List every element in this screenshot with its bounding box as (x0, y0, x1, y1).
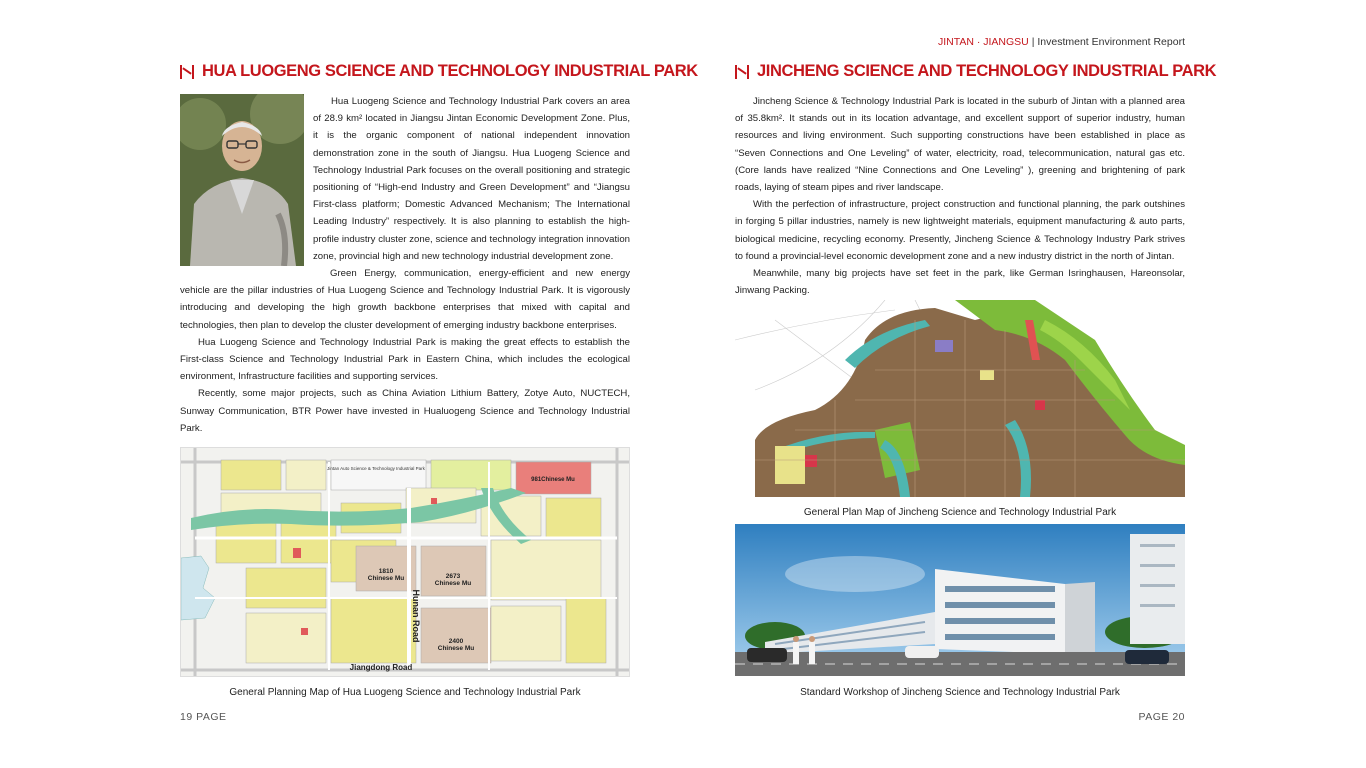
left-title-text: HUA LUOGENG SCIENCE AND TECHNOLOGY INDUSTRIAL PARK (202, 62, 698, 80)
left-intro-paragraph: Hua Luogeng Science and Technology Industrial Park covers an area of 28.9 km² located in Jiangsu Jintan Economic Development Zone. Plus, it is the organic component of national independent innovation demonstration zone in the south of Jiangsu. Hua Luogeng Science and Technology Industrial Park focuses on the overall positioning and strategic positioning of “High-end Industry and Green Development” and “Jiangsu First-class platform; Domestic Advanced Mechanism; The International Leading Industry” respectively. It is also planning to establish the high-profile industry cluster zone, science and technology integration innovation zone, provincial high and new technology industrial development zone. (313, 96, 630, 262)
left-body-text (180, 265, 630, 437)
map-label-park-name: Jintan Auto Science & Technology Industrial Park (327, 466, 425, 471)
section-marker-icon (735, 65, 749, 79)
portrait-photo (180, 94, 304, 266)
header-separator: | (1031, 36, 1035, 48)
right-section-title (735, 62, 1216, 81)
left-paragraph-4: Recently, some major projects, such as China Aviation Lithium Battery, Zotye Auto, NUCTECH, Sunway Communication, BTR Power have invested in Hualuogeng Science and Technology Industrial Park. (180, 388, 630, 434)
left-map-caption: General Planning Map of Hua Luogeng Science and Technology Industrial Park (229, 687, 581, 698)
right-photo-caption: Standard Workshop of Jincheng Science and Technology Industrial Park (800, 687, 1120, 698)
right-page-number: PAGE 20 (1138, 711, 1185, 723)
left-page-number: 19 PAGE (180, 711, 227, 723)
right-paragraph-1: Jincheng Science & Technology Industrial Park is located in the suburb of Jintan with a planned area of 35.8km². It stands out in its location advantage, and excellent support of superior industry, human resources and living environment. Such supporting constructions have been established in place as “Seven Connections and One Leveling” of water, electricity, road, telecommunication, natural gas etc. (Core lands have realized “Nine Connections and One Leveling” ), greening and brightening of park roads, laying of steam pipes and river landscape. (735, 96, 1185, 194)
map-label-2400: 2400 Chinese Mu (437, 638, 475, 653)
right-title-text: JINCHENG SCIENCE AND TECHNOLOGY INDUSTRIAL PARK (757, 62, 1217, 80)
right-paragraph-3: Meanwhile, many big projects have set feet in the park, like German Isringhausen, Hareonsolar, Jinwang Packing. (735, 268, 1185, 297)
right-paragraph-2: With the perfection of infrastructure, project construction and functional planning, the park outshines in forging 5 pillar industries, namely is new lightweight materials, equipment manufacturing & auto parts, biological medicine, recycling economy. Presently, Jincheng Science & Technology Industry Park strives to found a provincial-level economic development zone and a new industry district in the north of Jintan. (735, 199, 1185, 262)
header-report: Investment Environment Report (1037, 36, 1185, 48)
left-paragraph-3: Hua Luogeng Science and Technology Industrial Park is making the great effects to establish the First-class Science and Technology Industrial Park in Eastern China, which includes the ecological environment, Infrastructure facilities and supporting services. (180, 336, 630, 383)
map-label-981: 981Chinese Mu (531, 477, 575, 483)
plan-map-jincheng (735, 300, 1185, 497)
right-body-text (735, 93, 1185, 299)
running-header (880, 36, 1185, 48)
left-section-title (180, 62, 698, 81)
right-map-caption: General Plan Map of Jincheng Science and Technology Industrial Park (803, 507, 1117, 518)
map-label-2673: 2673 Chinese Mu (434, 573, 472, 588)
header-region: JINTAN · JIANGSU (937, 36, 1029, 48)
planning-map-hualuogeng (180, 447, 630, 677)
section-marker-icon (180, 65, 194, 79)
map-label-jiangdong-road: Jiangdong Road (349, 663, 413, 672)
left-paragraph-2: Green Energy, communication, energy-efficient and new energy vehicle are the pillar industries of Hua Luogeng Science and Technology Industrial Park. It is vigorously introducing and developing the high growth backbone enterprises that mixed with capital and technologies, then plan to develop the cluster development of emerging industry backbone enterprises. (180, 268, 630, 331)
map-label-hunan-road: Hunan Road (411, 589, 421, 643)
map-label-1810: 1810 Chinese Mu (367, 568, 405, 583)
workshop-photo (735, 524, 1185, 676)
